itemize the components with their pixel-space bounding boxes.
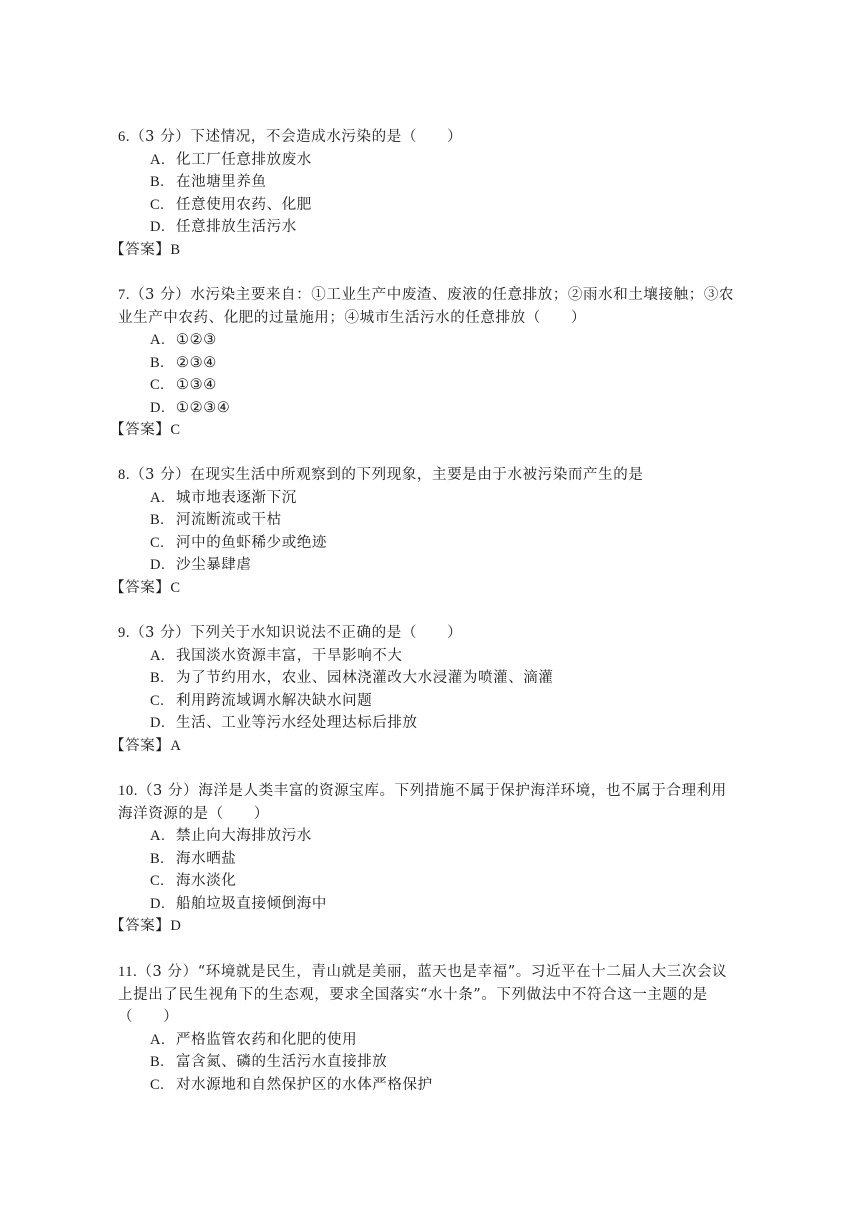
option-b [118, 848, 738, 871]
option-a [118, 329, 738, 352]
answer-value: C [170, 579, 181, 596]
option-c [118, 532, 738, 555]
option-d [118, 893, 738, 916]
option-text: 船舶垃圾直接倾倒海中 [176, 895, 327, 912]
option-text: ①③④ [176, 377, 217, 393]
option-letter: A. [150, 647, 166, 664]
question-number: 11. [118, 964, 138, 980]
question-score: （3 分） [137, 964, 198, 980]
question-stem [118, 780, 738, 825]
option-list [118, 825, 738, 915]
question-10 [110, 780, 738, 938]
question-score: （3 分） [130, 287, 191, 303]
question-6 [110, 126, 738, 261]
answer-label: 【答案】 [110, 737, 171, 754]
question-number: 10. [118, 783, 138, 799]
option-list [118, 149, 738, 239]
option-letter: C. [150, 196, 165, 213]
option-text: 利用跨流域调水解决缺水问题 [176, 692, 373, 709]
option-text: 对水源地和自然保护区的水体严格保护 [176, 1076, 433, 1093]
option-c [118, 690, 738, 713]
question-score: （3 分） [130, 467, 191, 483]
option-letter: C. [150, 873, 165, 889]
option-c [118, 374, 738, 397]
option-text: 城市地表逐渐下沉 [176, 489, 297, 506]
answer-line [110, 577, 738, 600]
option-letter: C. [150, 534, 165, 551]
option-letter: B. [150, 670, 165, 686]
question-number: 7. [118, 287, 131, 303]
question-stem [118, 622, 738, 645]
option-text: 禁止向大海排放污水 [176, 828, 312, 844]
question-text: “环境就是民生，青山就是美丽，蓝天也是幸福”。习近平在十二届人大三次会议上提出了民生视角下的生态观，要求全国落实“水十条”。下列做法中不符合这一主题的是（ ） [118, 964, 728, 1025]
question-text: 下列关于水知识说法不正确的是（ ） [190, 625, 463, 641]
option-list [118, 487, 738, 577]
option-letter: A. [150, 828, 166, 844]
option-c [118, 194, 738, 217]
question-text: 海洋是人类丰富的资源宝库。下列措施不属于保护海洋环境，也不属于合理利用海洋资源的是（ ） [118, 783, 727, 822]
option-letter: C. [150, 377, 165, 393]
option-b [118, 352, 738, 375]
option-letter: D. [150, 557, 166, 573]
option-a [118, 487, 738, 510]
answer-value: B [170, 241, 181, 258]
option-list [118, 329, 738, 419]
option-a [118, 645, 738, 668]
option-c [118, 870, 738, 893]
question-text: 水污染主要来自：①工业生产中废渣、废液的任意排放；②雨水和土壤接触；③农业生产中农药、化肥的过量施用；④城市生活污水的任意排放（ ） [118, 287, 735, 326]
option-letter: B. [150, 1054, 165, 1070]
option-text: ①②③④ [176, 399, 231, 416]
answer-value: C [170, 422, 181, 438]
option-letter: A. [150, 332, 166, 348]
option-text: 化工厂任意排放废水 [176, 151, 312, 168]
option-letter: B. [150, 512, 165, 528]
option-text: 为了节约用水，农业、园林浇灌改大水浸灌为喷灌、滴灌 [176, 670, 554, 686]
question-number: 8. [118, 467, 131, 483]
answer-label: 【答案】 [110, 579, 171, 596]
question-stem [118, 961, 738, 1029]
question-number: 6. [118, 129, 131, 145]
question-text: 下述情况，不会造成水污染的是（ ） [190, 129, 463, 145]
option-letter: C. [150, 1076, 165, 1093]
option-text: 我国淡水资源丰富，干旱影响不大 [176, 647, 403, 664]
option-letter: B. [150, 354, 165, 371]
question-score: （3 分） [130, 625, 191, 641]
option-text: 严格监管农药和化肥的使用 [176, 1031, 358, 1048]
option-letter: A. [150, 1031, 166, 1048]
option-b [118, 509, 738, 532]
option-letter: C. [150, 692, 165, 709]
option-letter: D. [150, 895, 166, 912]
option-b [118, 667, 738, 690]
option-text: 任意排放生活污水 [176, 219, 297, 235]
option-text: 在池塘里养鱼 [176, 174, 267, 190]
question-number: 9. [118, 625, 131, 641]
answer-line [110, 915, 738, 938]
option-text: 河中的鱼虾稀少或绝迹 [176, 534, 327, 551]
option-text: 海水淡化 [176, 873, 237, 889]
option-b [118, 171, 738, 194]
answer-label: 【答案】 [110, 918, 171, 934]
question-stem [118, 464, 738, 487]
question-7 [110, 284, 738, 442]
option-d [118, 397, 738, 420]
option-b [118, 1051, 738, 1074]
option-text: 沙尘暴肆虐 [176, 557, 252, 573]
answer-line [110, 419, 738, 442]
option-a [118, 825, 738, 848]
option-list [118, 645, 738, 735]
option-letter: A. [150, 489, 166, 506]
question-stem [118, 126, 738, 149]
question-11 [118, 961, 738, 1096]
option-a [118, 149, 738, 172]
question-score: （3 分） [130, 129, 191, 145]
option-c [118, 1074, 738, 1097]
option-letter: B. [150, 850, 165, 867]
answer-value: D [170, 918, 182, 934]
answer-line [110, 735, 738, 758]
option-text: 任意使用农药、化肥 [176, 196, 312, 213]
option-d [118, 712, 738, 735]
question-stem [118, 284, 738, 329]
option-list [118, 1029, 738, 1097]
option-letter: D. [150, 715, 166, 731]
answer-line [110, 239, 738, 262]
question-9 [110, 622, 738, 757]
option-d [118, 216, 738, 239]
answer-label: 【答案】 [110, 422, 171, 438]
question-score: （3 分） [137, 783, 199, 799]
answer-value: A [170, 737, 182, 754]
option-d [118, 554, 738, 577]
question-text: 在现实生活中所观察到的下列现象，主要是由于水被污染而产生的是 [190, 467, 644, 483]
option-letter: D. [150, 219, 166, 235]
option-a [118, 1029, 738, 1052]
question-8 [110, 464, 738, 599]
option-text: 生活、工业等污水经处理达标后排放 [176, 715, 418, 731]
answer-label: 【答案】 [110, 241, 171, 258]
option-letter: A. [150, 151, 166, 168]
option-text: ①②③ [176, 332, 217, 348]
option-text: 河流断流或干枯 [176, 512, 282, 528]
option-letter: D. [150, 399, 166, 416]
option-text: 海水晒盐 [176, 850, 237, 867]
option-letter: B. [150, 174, 165, 190]
option-text: ②③④ [176, 354, 217, 371]
option-text: 富含氮、磷的生活污水直接排放 [176, 1054, 388, 1070]
